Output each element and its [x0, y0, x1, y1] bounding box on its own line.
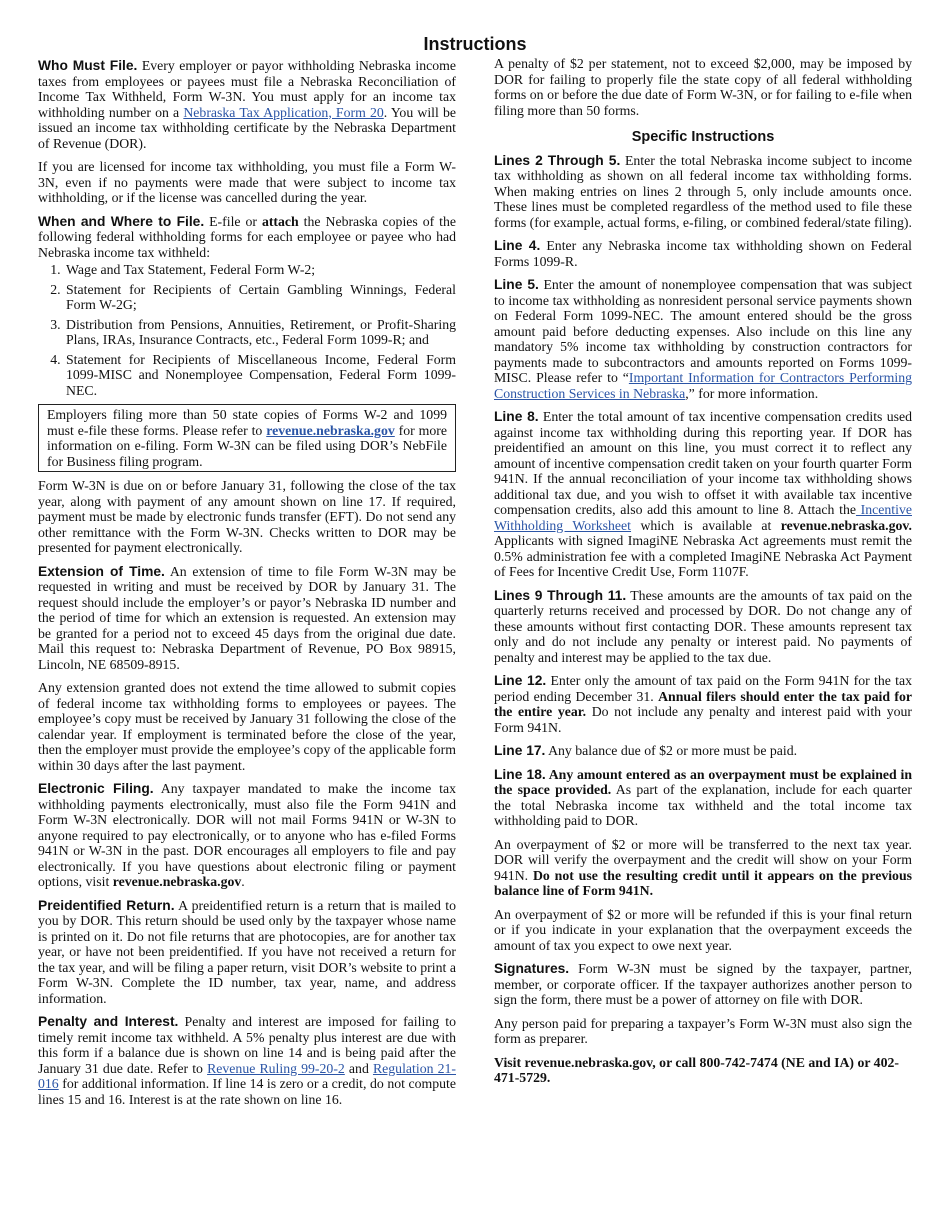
lines-2-5-section: Lines 2 Through 5. Enter the total Nebraska income subject to income tax withholding as shown on all federal income tax withholding forms. When making entries on lines 2 through 5, only include amounts once. These lines must be completed regardless of the method used to file these forms (for example, actual forms, e-filing, or combined federal/state filing).	[494, 152, 912, 230]
line-8-section: Line 8. Enter the total amount of tax incentive compensation credits used against income tax withholding during this reporting year. If DOR has preidentified an amount on this line, you must correct it to reflect any amount of incentive compensation credit taken on your fourth quarter Form 941N. If the annual reconciliation of your income tax withholding shows additional tax due, and you wish to offset it with available tax incentive compensation credits, also add this amount to line 8. Attach the Incentive Withholding Worksheet which is available at revenue.nebraska.gov. Applicants with signed ImagiNE Nebraska Act agreements must remit the 0.5% administration fee with a completed ImagiNE Nebraska Act Payment of Fees for Incentive Credit Use, Form 1107F.	[494, 409, 912, 579]
line-4-heading: Line 4.	[494, 238, 541, 253]
revenue-ruling-link[interactable]: Revenue Ruling 99-20-2	[207, 1060, 345, 1076]
preparer-paragraph: Any person paid for preparing a taxpayer’s Form W-3N must also sign the form as preparer.	[494, 1015, 912, 1046]
due-date-paragraph: Form W-3N is due on or before January 31, following the close of the tax year, along with payment of any amount shown on line 17. If required, payment must be made by electronic funds transfer (EFT). Do not send any other remittance with the Form W-3N. Checks written to DOR may be presented for payment electronically.	[38, 478, 456, 555]
contact-paragraph: Visit revenue.nebraska.gov, or call 800-742-7474 (NE and IA) or 402-471-5729.	[494, 1054, 899, 1085]
electronic-filing-heading: Electronic Filing.	[38, 781, 154, 796]
lines-9-11-heading: Lines 9 Through 11.	[494, 587, 627, 603]
contractors-info-link[interactable]: Important Information for Contractors Performing Construction Services in Nebraska	[494, 370, 912, 401]
incentive-worksheet-link[interactable]: Incentive Withholding Worksheet	[494, 502, 912, 533]
overpayment-transfer-paragraph: An overpayment of $2 or more will be transferred to the next tax year. DOR will verify the overpayment and the credit will show on your Form 941N. Do not use the resulting credit until it appears on the previous balance line of Form 941N.	[494, 836, 912, 898]
line-5-section: Line 5. Enter the amount of nonemployee compensation that was subject to income tax withholding as nonresident personal service payments shown on Federal Form 1099-NEC. The amount entered should be the gross amount paid before deducting expenses. Also include on this line any mandatory 5% income tax withholding by construction contractors for payments made to subcontractors and amounts reported on Forms 1099-MISC. Please refer to “Important Information for Contractors Performing Construction Services in Nebraska,” for more information.	[494, 277, 913, 401]
penalty-interest-heading: Penalty and Interest.	[38, 1014, 179, 1029]
line-17-section: Line 17. Any balance due of $2 or more must be paid.	[494, 743, 798, 758]
extension-section: Extension of Time. An extension of time to file Form W-3N may be requested in writing and must be received by DOR by January 31. The request should include the employer’s or payor’s Nebraska ID number and the period of time for which an extension is requested. An extension may be granted for a period not to exceed 45 days from the original due date. Mail this request to: Nebraska Department of Revenue, PO Box 98915, Lincoln, NE 68509-8915.	[38, 563, 456, 672]
page-title: Instructions	[423, 34, 527, 54]
overpayment-refund-paragraph: An overpayment of $2 or more will be refunded if this is your final return or if you indicate in your explanation that the overpayment exceeds the amount of tax you expect to owe next year.	[494, 906, 912, 953]
penalty-interest-section: Penalty and Interest. Penalty and interest are imposed for failing to timely remit income tax withheld. A 5% penalty plus interest are due with this form if a balance due is shown on line 14 and is being paid after the January 31 due date. Refer to Revenue Ruling 99-20-2 and Regulation 21-016 for additional information. If line 14 is zero or a credit, do not compute lines 15 and 16. Interest is at the rate shown on line 16.	[38, 1014, 456, 1107]
line-8-heading: Line 8.	[494, 409, 539, 424]
lines-2-5-heading: Lines 2 Through 5.	[494, 152, 621, 168]
preidentified-heading: Preidentified Return.	[38, 897, 175, 913]
line-12-heading: Line 12.	[494, 673, 547, 688]
lines-9-11-section: Lines 9 Through 11. These amounts are the amounts of tax paid on the quarterly returns received and processed by DOR. Do not change any of these amounts without first contacting DOR. These amounts represent tax only and do not include any penalty or interest paid. No payments of penalty and interest may be applied to the tax due.	[494, 587, 912, 665]
statement-penalty-paragraph: A penalty of $2 per statement, not to exceed $2,000, may be imposed by DOR for failing to properly file the state copy of all federal withholding forms on or before the due date of Form W-3N, or for failing to e-file when filing more than 50 forms.	[494, 56, 912, 118]
right-column	[494, 56, 912, 1094]
specific-instructions-heading: Specific Instructions	[631, 129, 775, 145]
line-4-section: Line 4. Enter any Nebraska income tax withholding shown on Federal Forms 1099-R.	[494, 238, 912, 269]
left-column	[38, 58, 456, 1115]
signatures-heading: Signatures.	[494, 961, 570, 976]
preidentified-section: Preidentified Return. A preidentified return is a return that is mailed to you by DOR. This return should be used only by the taxpayer whose name is printed on it. Do not file returns that are photocopies, are for another tax year, or have not been preidentified. If you have not received a return for the tax year, and will be filing a paper return, visit DOR’s website to print a Form W-3N. Complete the ID number, tax year, name, and address information.	[38, 897, 456, 1006]
line-12-section: Line 12. Enter only the amount of tax paid on the Form 941N for the tax period ending December 31. Annual filers should enter the tax paid for the entire year. Do not include any penalty and interest paid with your Form 941N.	[494, 673, 913, 735]
licensed-paragraph: If you are licensed for income tax withholding, you must file a Form W-3N, even if no payments were made that were subject to income tax withholding, or if the license was cancelled during the year.	[38, 159, 456, 205]
form-20-link[interactable]: Nebraska Tax Application, Form 20	[183, 104, 384, 120]
line-18-heading: Line 18.	[494, 766, 546, 782]
extension-heading: Extension of Time.	[38, 563, 165, 579]
list-item: 2. Statement for Recipients of Certain Gambling Winnings, Federal Form W-2G;	[64, 282, 456, 313]
who-must-file-heading: Who Must File.	[38, 58, 138, 73]
list-item: 1. Wage and Tax Statement, Federal Form W-2;	[64, 262, 456, 278]
line-17-heading: Line 17.	[494, 743, 546, 758]
line-5-heading: Line 5.	[494, 277, 539, 292]
list-item: 4. Statement for Recipients of Miscellaneous Income, Federal Form 1099-MISC and Nonemployee Compensation, Federal Form 1099-NEC.	[64, 352, 456, 399]
when-where-section: When and Where to File. E-file or attach the Nebraska copies of the following federal withholding forms for each employee or payee who had Nebraska income tax withheld:	[38, 213, 457, 260]
when-where-heading: When and Where to File.	[38, 213, 205, 229]
federal-forms-list	[38, 262, 456, 398]
revenue-link[interactable]: revenue.nebraska.gov	[266, 422, 395, 438]
list-item: 3. Distribution from Pensions, Annuities, Retirement, or Profit-Sharing Plans, IRAs, Insurance Contracts, etc., Federal Form 1099-R; and	[64, 317, 456, 348]
extension-grant-paragraph: Any extension granted does not extend the time allowed to submit copies of federal income tax withholding forms to employees or payees. The employee’s copy must be received by January 31 following the close of the calendar year. If employment is terminated before the close of the year, then the employer must provide the employee’s copy of the applicable form within 30 days after the last payment.	[38, 680, 456, 773]
signatures-section: Signatures. Form W-3N must be signed by the taxpayer, partner, member, or corporate officer. If the taxpayer authorizes another person to sign the form, there must be a power of attorney on file with DOR.	[494, 961, 912, 1007]
efile-notice-box: Employers filing more than 50 state copies of Forms W-2 and 1099 must e-file these forms. Please refer to revenue.nebraska.gov for more information on e-filing. Form W-3N can be filed using DOR’s NebFile for Business filing program.	[38, 404, 456, 472]
line-18-section: Line 18. Any amount entered as an overpayment must be explained in the space provided. As part of the explanation, include for each quarter the total Nebraska income tax withheld and the total income tax withholding paid to DOR.	[494, 766, 912, 828]
regulation-link[interactable]: Regulation 21-016	[38, 1060, 456, 1091]
electronic-filing-section: Electronic Filing. Any taxpayer mandated to make the income tax withholding payments electronically, must also file the Form 941N and Form W-3N electronically. DOR will not mail Forms 941N or W-3N to anyone required to pay electronically, or to anyone who has e-filed Forms 941N or W-3N in the past. DOR encourages all employers to file and pay electronically. If you have questions about electronic filing or payment options, visit revenue.nebraska.gov.	[38, 781, 456, 889]
who-must-file-section: Who Must File. Every employer or payor withholding Nebraska income taxes from employees or payees must file a Nebraska Reconciliation of Income Tax Withheld, Form W-3N. You must apply for an income tax withholding number on a Nebraska Tax Application, Form 20. You will be issued an income tax withholding certificate by the Nebraska Department of Revenue (DOR).	[38, 58, 456, 151]
